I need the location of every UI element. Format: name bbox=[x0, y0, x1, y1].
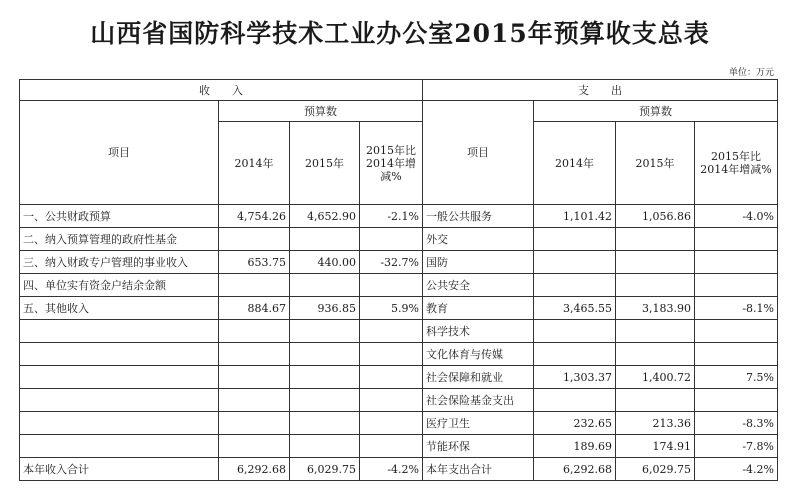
income-2014-cell bbox=[219, 274, 290, 297]
income-item-cell bbox=[20, 366, 219, 389]
expense-2014-cell: 232.65 bbox=[534, 412, 616, 435]
income-2014-cell bbox=[219, 366, 290, 389]
income-change-cell: -32.7% bbox=[360, 251, 423, 274]
income-item-cell: 四、单位实有资金户结余金额 bbox=[20, 274, 219, 297]
expense-2015-cell bbox=[616, 343, 695, 366]
expense-item-cell: 本年支出合计 bbox=[423, 458, 534, 481]
income-change-header: 2015年比2014年增减% bbox=[360, 122, 423, 205]
expense-item-cell: 医疗卫生 bbox=[423, 412, 534, 435]
expense-item-cell: 公共安全 bbox=[423, 274, 534, 297]
income-item-header: 项目 bbox=[20, 101, 219, 205]
income-2015-cell bbox=[290, 343, 360, 366]
expense-change-cell: -8.1% bbox=[695, 297, 778, 320]
expense-2015-cell bbox=[616, 251, 695, 274]
table-row bbox=[20, 274, 778, 297]
expense-2015-cell bbox=[616, 228, 695, 251]
income-change-cell: -2.1% bbox=[360, 205, 423, 228]
income-item-cell: 二、纳入预算管理的政府性基金 bbox=[20, 228, 219, 251]
expense-2015-cell bbox=[616, 320, 695, 343]
expense-item-cell: 文化体育与传媒 bbox=[423, 343, 534, 366]
income-change-cell bbox=[360, 320, 423, 343]
table-row bbox=[20, 205, 778, 228]
expense-change-cell: -8.3% bbox=[695, 412, 778, 435]
income-change-cell bbox=[360, 366, 423, 389]
expense-item-cell: 社会保障和就业 bbox=[423, 366, 534, 389]
expense-2015-cell: 1,056.86 bbox=[616, 205, 695, 228]
income-2015-cell bbox=[290, 435, 360, 458]
income-2014-cell bbox=[219, 320, 290, 343]
income-2014-cell: 653.75 bbox=[219, 251, 290, 274]
table-row bbox=[20, 251, 778, 274]
expense-2015-cell: 1,400.72 bbox=[616, 366, 695, 389]
table-row bbox=[20, 343, 778, 366]
expense-2014-cell bbox=[534, 251, 616, 274]
income-2014-header: 2014年 bbox=[219, 122, 290, 205]
expense-2015-cell: 6,029.75 bbox=[616, 458, 695, 481]
section-header-row bbox=[20, 80, 778, 101]
income-change-cell bbox=[360, 389, 423, 412]
table-row bbox=[20, 228, 778, 251]
income-2014-cell: 884.67 bbox=[219, 297, 290, 320]
table-row bbox=[20, 389, 778, 412]
expense-2014-cell bbox=[534, 343, 616, 366]
income-2015-cell bbox=[290, 274, 360, 297]
income-2015-cell bbox=[290, 366, 360, 389]
expense-item-cell: 一般公共服务 bbox=[423, 205, 534, 228]
income-item-cell bbox=[20, 412, 219, 435]
expense-change-cell bbox=[695, 389, 778, 412]
expense-change-cell: -4.0% bbox=[695, 205, 778, 228]
income-change-cell bbox=[360, 343, 423, 366]
income-2014-cell: 6,292.68 bbox=[219, 458, 290, 481]
table-row bbox=[20, 412, 778, 435]
income-item-cell: 三、纳入财政专户管理的事业收入 bbox=[20, 251, 219, 274]
table-row bbox=[20, 435, 778, 458]
income-item-cell bbox=[20, 435, 219, 458]
page-title: 山西省国防科学技术工业办公室2015年预算收支总表 bbox=[90, 19, 710, 48]
expense-item-cell: 节能环保 bbox=[423, 435, 534, 458]
income-budget-header: 预算数 bbox=[219, 101, 423, 122]
expense-change-cell: -4.2% bbox=[695, 458, 778, 481]
expense-header: 支 出 bbox=[423, 80, 778, 101]
income-change-cell bbox=[360, 435, 423, 458]
table-row bbox=[20, 297, 778, 320]
expense-item-cell: 社会保险基金支出 bbox=[423, 389, 534, 412]
expense-2014-cell: 6,292.68 bbox=[534, 458, 616, 481]
income-change-cell bbox=[360, 228, 423, 251]
total-row bbox=[20, 458, 778, 481]
unit-label: 单位：万元 bbox=[728, 68, 774, 78]
income-item-cell bbox=[20, 389, 219, 412]
expense-change-header: 2015年比2014年增减% bbox=[695, 122, 778, 205]
income-item-cell: 本年收入合计 bbox=[20, 458, 219, 481]
income-item-cell: 一、公共财政预算 bbox=[20, 205, 219, 228]
income-2015-cell: 4,652.90 bbox=[290, 205, 360, 228]
expense-2015-cell bbox=[616, 274, 695, 297]
income-2014-cell bbox=[219, 389, 290, 412]
income-2015-cell bbox=[290, 389, 360, 412]
expense-item-header: 项目 bbox=[423, 101, 534, 205]
expense-2015-cell: 174.91 bbox=[616, 435, 695, 458]
income-item-cell: 五、其他收入 bbox=[20, 297, 219, 320]
expense-item-cell: 科学技术 bbox=[423, 320, 534, 343]
income-2014-cell bbox=[219, 228, 290, 251]
expense-2014-cell bbox=[534, 389, 616, 412]
budget-table bbox=[19, 79, 778, 481]
expense-2014-cell: 189.69 bbox=[534, 435, 616, 458]
income-item-cell bbox=[20, 343, 219, 366]
expense-item-cell: 国防 bbox=[423, 251, 534, 274]
expense-change-cell bbox=[695, 274, 778, 297]
expense-2014-cell: 3,465.55 bbox=[534, 297, 616, 320]
expense-2015-cell bbox=[616, 389, 695, 412]
income-change-cell bbox=[360, 412, 423, 435]
expense-change-cell bbox=[695, 343, 778, 366]
table-row bbox=[20, 366, 778, 389]
expense-change-cell: -7.8% bbox=[695, 435, 778, 458]
income-change-cell: -4.2% bbox=[360, 458, 423, 481]
expense-2014-header: 2014年 bbox=[534, 122, 616, 205]
income-2015-cell bbox=[290, 228, 360, 251]
table-row bbox=[20, 320, 778, 343]
income-2015-cell: 936.85 bbox=[290, 297, 360, 320]
income-2014-cell bbox=[219, 412, 290, 435]
expense-change-cell: 7.5% bbox=[695, 366, 778, 389]
budget-header-row bbox=[20, 101, 778, 122]
income-change-cell: 5.9% bbox=[360, 297, 423, 320]
income-2015-header: 2015年 bbox=[290, 122, 360, 205]
expense-2014-cell bbox=[534, 320, 616, 343]
income-change-cell bbox=[360, 274, 423, 297]
income-2015-cell bbox=[290, 320, 360, 343]
expense-2015-cell: 213.36 bbox=[616, 412, 695, 435]
income-2015-cell: 6,029.75 bbox=[290, 458, 360, 481]
expense-2014-cell bbox=[534, 274, 616, 297]
income-2015-cell bbox=[290, 412, 360, 435]
income-2014-cell bbox=[219, 435, 290, 458]
expense-budget-header: 预算数 bbox=[534, 101, 778, 122]
expense-change-cell bbox=[695, 320, 778, 343]
income-2015-cell: 440.00 bbox=[290, 251, 360, 274]
income-2014-cell: 4,754.26 bbox=[219, 205, 290, 228]
expense-change-cell bbox=[695, 251, 778, 274]
expense-2015-cell: 3,183.90 bbox=[616, 297, 695, 320]
expense-2014-cell: 1,101.42 bbox=[534, 205, 616, 228]
expense-item-cell: 教育 bbox=[423, 297, 534, 320]
expense-change-cell bbox=[695, 228, 778, 251]
expense-2014-cell bbox=[534, 228, 616, 251]
income-item-cell bbox=[20, 320, 219, 343]
income-header: 收 入 bbox=[20, 80, 423, 101]
expense-2015-header: 2015年 bbox=[616, 122, 695, 205]
expense-item-cell: 外交 bbox=[423, 228, 534, 251]
expense-2014-cell: 1,303.37 bbox=[534, 366, 616, 389]
income-2014-cell bbox=[219, 343, 290, 366]
